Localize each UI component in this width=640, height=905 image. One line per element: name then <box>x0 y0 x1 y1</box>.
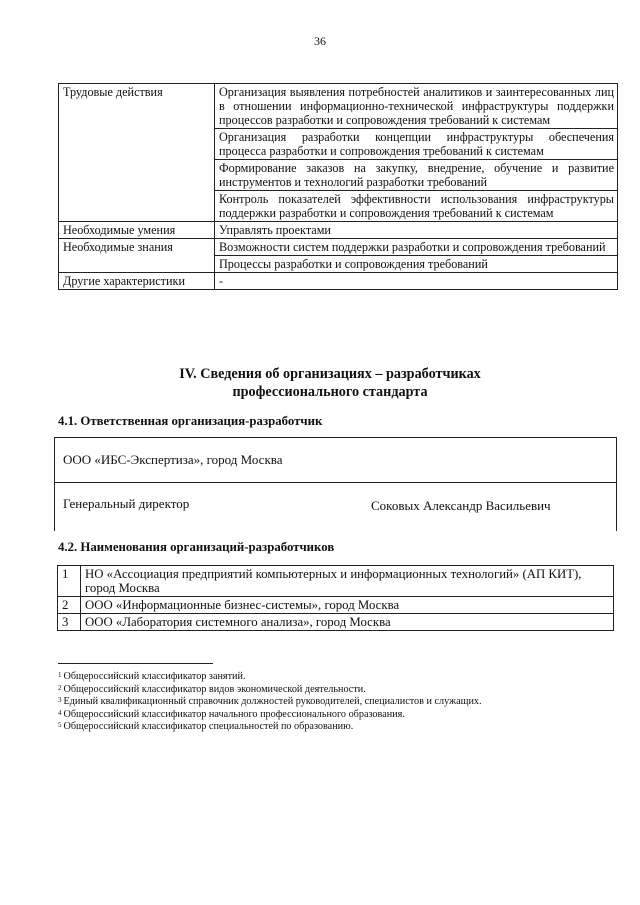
table-row <box>59 273 618 290</box>
org-name: ООО «Лаборатория системного анализа», город Москва <box>81 614 614 631</box>
footnote-mark: 1 <box>58 671 62 679</box>
labor-action-1: Организация выявления потребностей аналитиков и заинтересованных лиц в отношении информационно-технической инфраструктуры поддержки процессов разработки и сопровождения требований к системам <box>215 84 618 129</box>
labor-actions-label: Трудовые действия <box>59 84 215 222</box>
director-position: Генеральный директор <box>63 496 190 511</box>
other-label: Другие характеристики <box>59 273 215 290</box>
table-row <box>58 566 614 597</box>
footnote <box>58 709 482 722</box>
table-row <box>59 239 618 256</box>
table-row <box>58 614 614 631</box>
org-name: ООО «Информационные бизнес-системы», город Москва <box>81 597 614 614</box>
labor-action-2: Организация разработки концепции инфраструктуры обеспечения процесса разработки и сопровождения требований к системам <box>215 129 618 160</box>
skill-1: Управлять проектами <box>215 222 618 239</box>
developer-orgs-table <box>57 565 614 631</box>
org-name: НО «Ассоциация предприятий компьютерных и информационных технологий» (АП КИТ), город Москва <box>81 566 614 597</box>
footnote <box>58 721 482 734</box>
footnote-text: Общероссийский классификатор специальностей по образованию. <box>63 721 354 733</box>
labor-functions-table <box>58 83 618 290</box>
labor-action-3: Формирование заказов на закупку, внедрение, обучение и развитие инструментов и технологий разработки требований <box>215 160 618 191</box>
labor-action-4: Контроль показателей эффективности использования инфраструктуры поддержки разработки и сопровождения требований к системам <box>215 191 618 222</box>
row-number: 1 <box>58 566 81 597</box>
other-value: - <box>215 273 618 290</box>
footnote <box>58 671 482 684</box>
skills-label: Необходимые умения <box>59 222 215 239</box>
footnote-mark: 3 <box>58 696 62 705</box>
divider <box>55 482 616 483</box>
responsible-org-name: ООО «ИБС-Экспертиза», город Москва <box>63 452 283 467</box>
footnote-mark: 4 <box>58 708 62 717</box>
responsible-org-box <box>54 437 617 531</box>
footnote-text: Общероссийский классификатор видов экономической деятельности. <box>63 683 366 695</box>
page-number: 36 <box>314 34 326 48</box>
knowledge-label: Необходимые знания <box>59 239 215 273</box>
footnote <box>58 696 482 709</box>
row-number: 2 <box>58 597 81 614</box>
footnote-text: Общероссийский классификатор начального профессионального образования. <box>63 708 405 720</box>
director-name: Соковых Александр Васильевич <box>371 498 551 513</box>
footnote-mark: 2 <box>58 683 62 692</box>
footnote-mark: 5 <box>58 721 62 730</box>
section-title <box>80 365 580 401</box>
section-title-line2: профессионального стандарта <box>232 384 428 400</box>
footnote-text: Единый квалификационный справочник должностей руководителей, специалистов и служащих. <box>63 696 482 708</box>
footnotes <box>58 671 482 734</box>
footnote-text: Общероссийский классификатор занятий. <box>63 671 246 682</box>
table-row <box>58 597 614 614</box>
section-title-line1: IV. Сведения об организациях – разработчиках <box>179 366 481 382</box>
knowledge-1: Возможности систем поддержки разработки и сопровождения требований <box>215 239 618 256</box>
footnote <box>58 684 482 697</box>
responsible-org-heading: 4.1. Ответственная организация-разработчик <box>58 414 323 428</box>
table-row <box>59 222 618 239</box>
row-number: 3 <box>58 614 81 631</box>
knowledge-2: Процессы разработки и сопровождения требований <box>215 256 618 273</box>
footnote-separator <box>58 663 213 664</box>
developer-orgs-heading: 4.2. Наименования организаций-разработчиков <box>58 540 335 554</box>
table-row <box>59 84 618 129</box>
